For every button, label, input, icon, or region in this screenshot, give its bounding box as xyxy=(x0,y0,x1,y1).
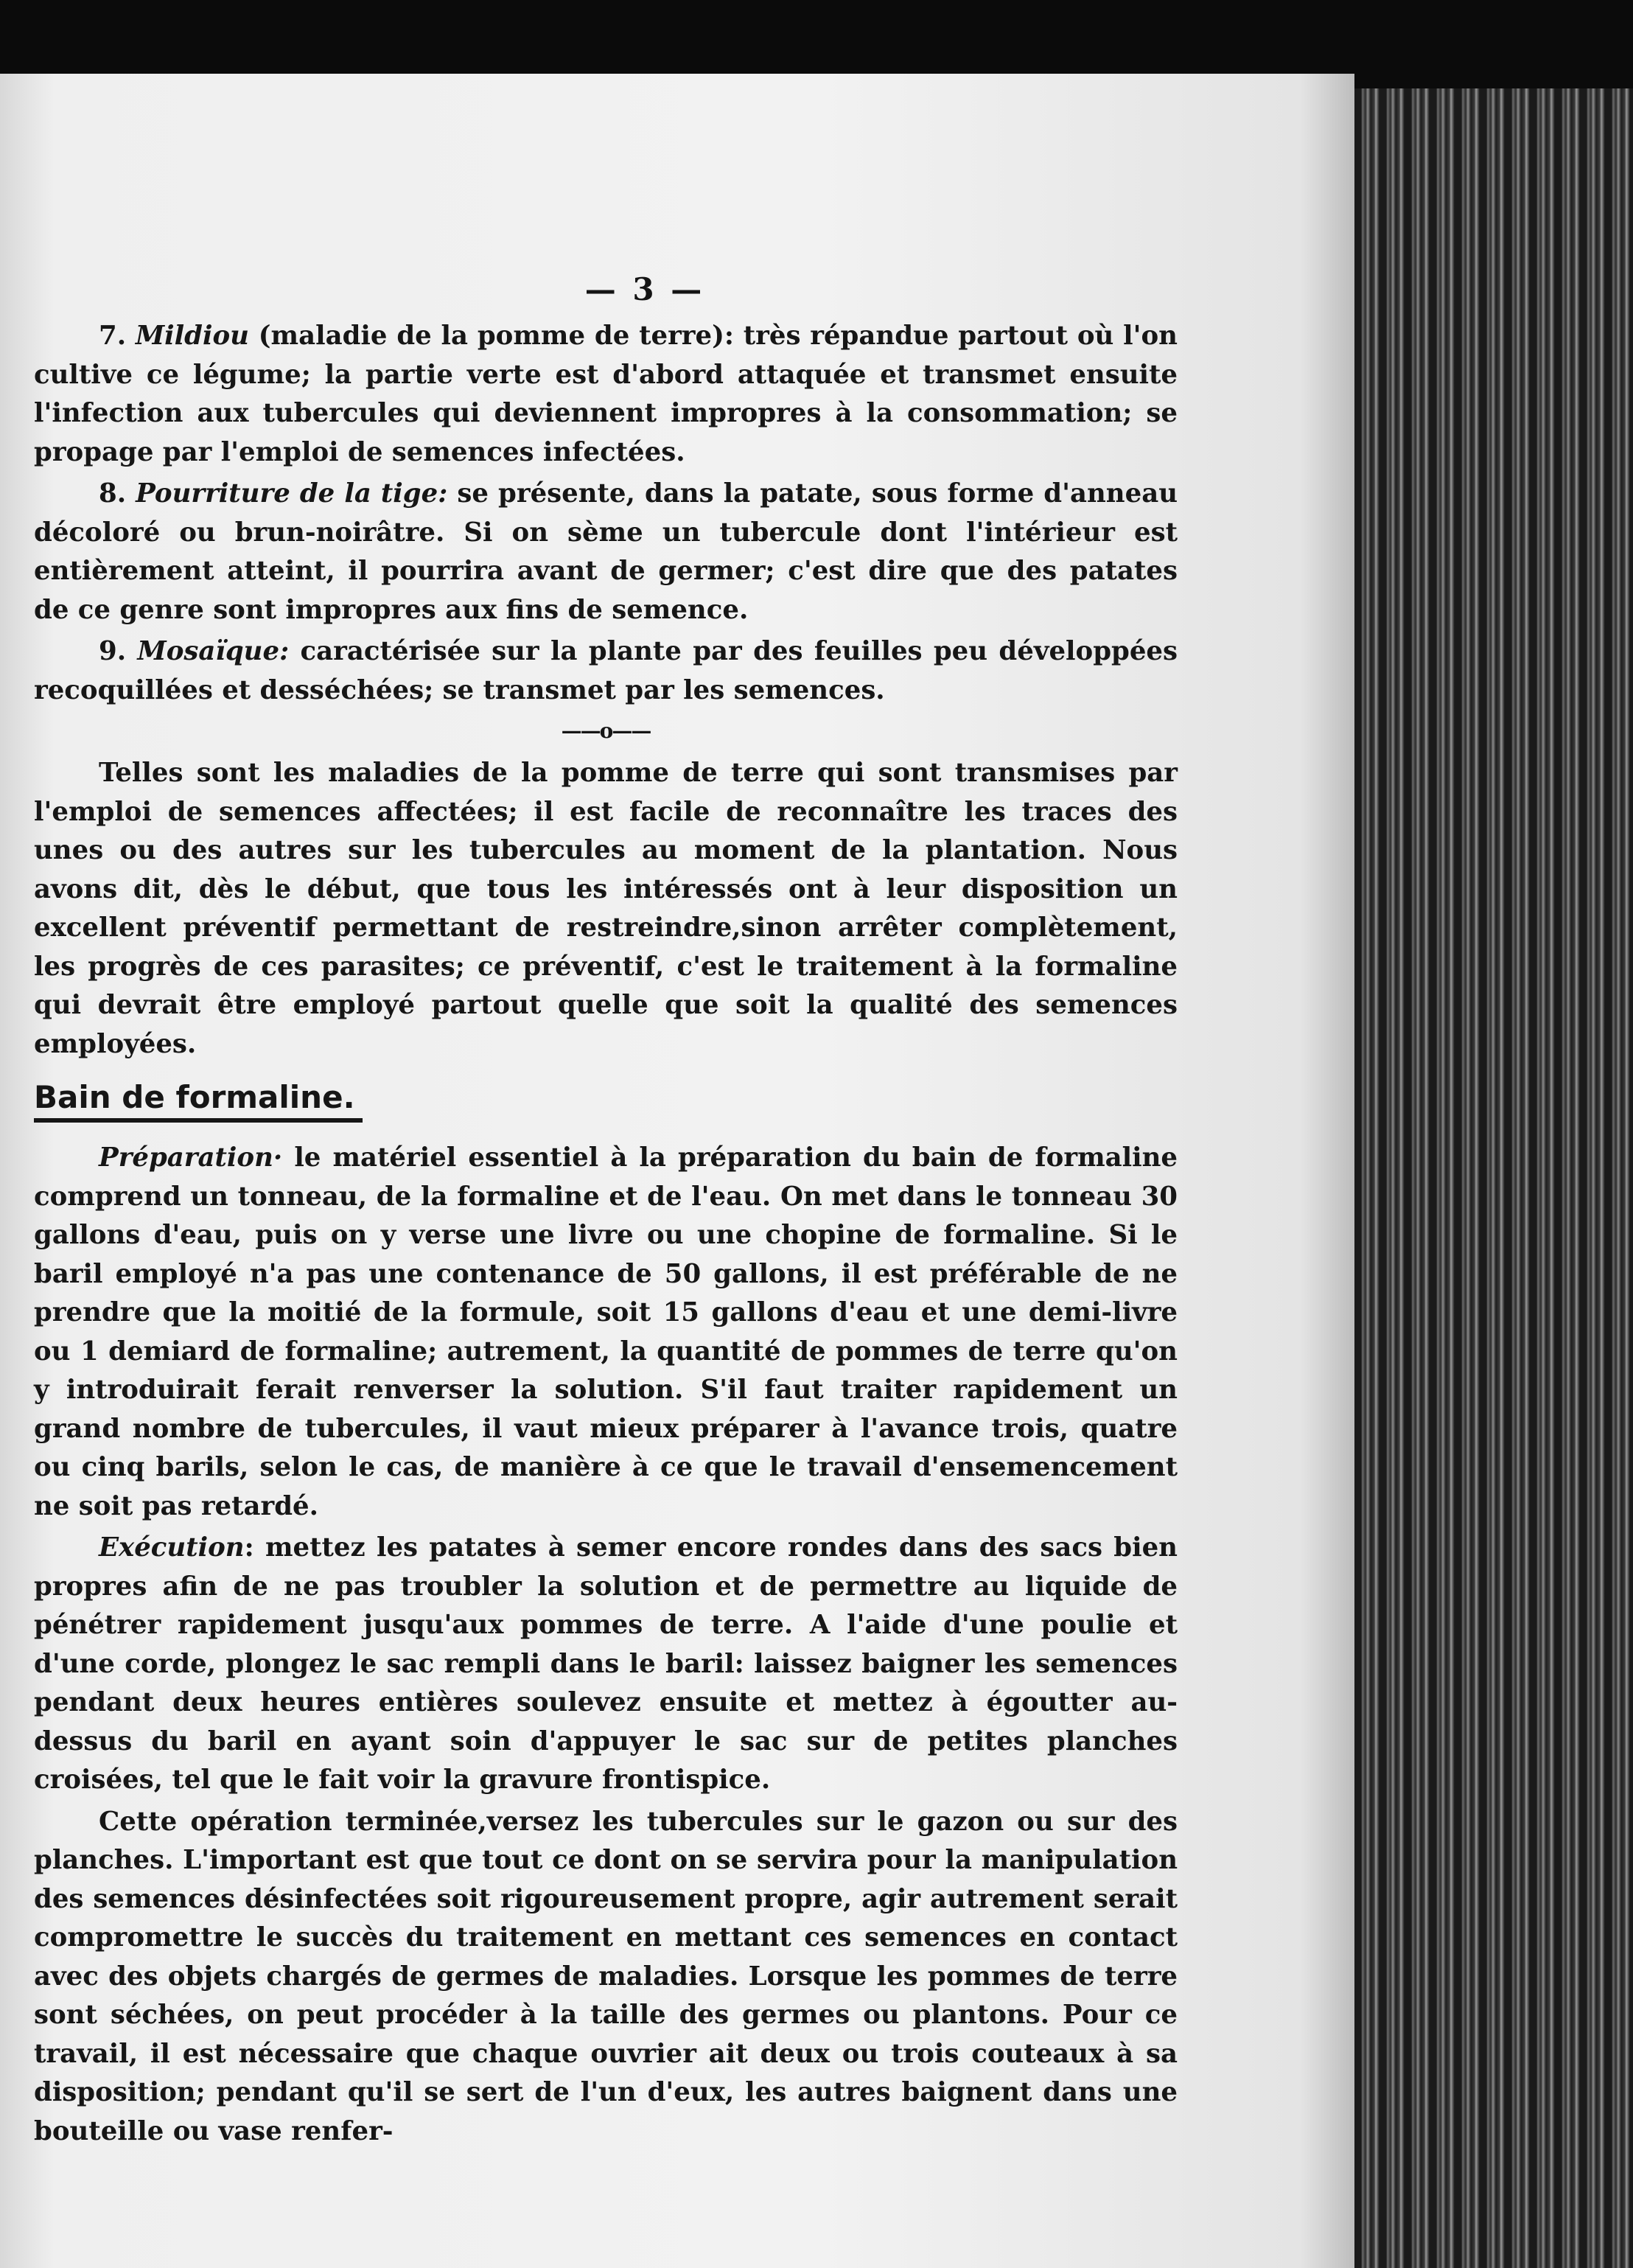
paragraph-item-8 xyxy=(34,475,1178,629)
preparation-paragraph xyxy=(34,1139,1178,1526)
paragraph-text: le matériel essentiel à la préparation du bain de formaline comprend un tonneau, de la formaline et de l'eau. On met dans le tonneau 30 gallons d'eau, puis on y verse une livre ou une chopine de formaline. Si le baril employé n'a pas une contenance de 50 gallons, il est préférable de ne prendre que la moitié de la formule, soit 15 gallons d'eau et une demi-livre ou 1 demiard de formaline; autrement, la quantité de pommes de terre qu'on y introduirait ferait renverser la solution. S'il faut traiter rapidement un grand nombre de tubercules, il vaut mieux préparer à l'avance trois, quatre ou cinq barils, selon le cas, de manière à ce que le travail d'ensemencement ne soit pas retardé. xyxy=(34,1142,1178,1521)
item-number: 9. xyxy=(99,636,127,666)
item-text: (maladie de la pomme de terre): très répandue partout où l'on cultive ce légume; la partie verte est d'abord attaquée et transmet ensuite l'infection aux tubercules qui deviennent impropres à la consommation; se propage par l'emploi de semences infectées. xyxy=(34,321,1178,467)
item-term: Mildiou xyxy=(135,321,249,351)
operation-paragraph xyxy=(34,1803,1178,2152)
body-text xyxy=(34,317,1178,2154)
paragraph-item-9 xyxy=(34,632,1178,710)
item-text: caractérisée sur la plante par des feuilles peu développées recoquillées et desséchées; se transmet par les semences. xyxy=(34,636,1178,705)
item-text: se présente, dans la patate, sous forme d'anneau décoloré ou brun-noirâtre. Si on sème un tubercule dont l'intérieur est entièrement atteint, il pourrira avant de germer; c'est dire que des patates de ce genre sont impropres aux fins de semence. xyxy=(34,478,1178,625)
paragraph-text: : mettez les patates à semer encore rondes dans des sacs bien propres afin de ne pas troubler la solution et de permettre au liquide de pénétrer rapidement jusqu'aux pommes de terre. A l'aide d'une poulie et d'une corde, plongez le sac rempli dans le baril: laissez baigner les semences pendant deux heures entières soulevez ensuite et mettez à égoutter au-dessus du baril en ayant soin d'appuyer le sac sur de petites planches croisées, tel que le fait voir la gravure frontispice. xyxy=(34,1532,1178,1795)
book-page-edges xyxy=(1354,88,1633,2268)
item-number: 8. xyxy=(99,478,127,509)
item-term: Mosaïque: xyxy=(137,636,290,666)
summary-paragraph: Telles sont les maladies de la pomme de terre qui sont transmises par l'emploi de semences affectées; il est facile de reconnaître les traces des unes ou des autres sur les tubercules au moment de la plantation. Nous avons dit, dès le début, que tous les intéressés ont à leur disposition un excellent préventif permettant de restreindre,sinon arrêter complètement, les progrès de ces parasites; ce préventif, c'est le traitement à la formaline qui devrait être employé partout quelle que soit la qualité des semences employées. xyxy=(34,758,1178,1059)
page-number: — 3 — xyxy=(584,271,705,307)
execution-paragraph xyxy=(34,1529,1178,1800)
section-heading: Bain de formaline. xyxy=(34,1077,363,1123)
item-term: Pourriture de la tige: xyxy=(136,478,448,509)
section-separator: ——o—— xyxy=(561,719,651,743)
paragraph-item-7 xyxy=(34,317,1178,472)
item-number: 7. xyxy=(99,321,127,351)
paragraph-term: Exécution xyxy=(99,1532,245,1563)
paragraph-text: Cette opération terminée,versez les tubercules sur le gazon ou sur des planches. L'important est que tout ce dont on se servira pour la manipulation des semences désinfectées soit rigoureusement propre, agir autrement serait compromettre le succès du traitement en mettant ces semences en contact avec des objets chargés de germes de maladies. Lorsque les pommes de terre sont séchées, on peut procéder à la taille des germes ou plantons. Pour ce travail, il est nécessaire que chaque ouvrier ait deux ou trois couteaux à sa disposition; pendant qu'il se sert de l'un d'eux, les autres baignent dans une bouteille ou vase renfer- xyxy=(34,1806,1178,2146)
paragraph-term: Préparation· xyxy=(99,1142,283,1173)
